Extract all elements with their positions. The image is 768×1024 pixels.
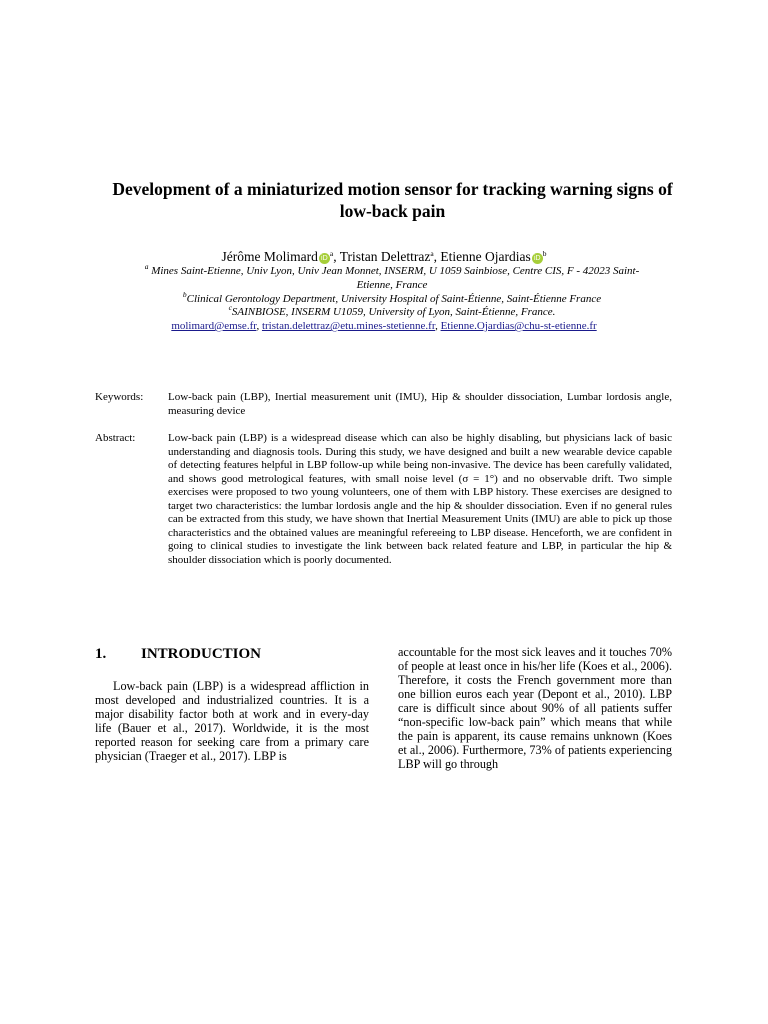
- email-separator: ,: [256, 320, 262, 332]
- section-number: 1.: [95, 646, 107, 662]
- keywords-label: Keywords:: [95, 391, 144, 403]
- author-affiliation-mark: a: [430, 249, 434, 258]
- paper-title: Development of a miniaturized motion sensor for tracking warning signs of low-back pain: [112, 179, 673, 221]
- abstract-label: Abstract:: [95, 432, 136, 444]
- author-line: [0, 248, 768, 265]
- affiliation-mark: b: [182, 290, 187, 299]
- email-line: [0, 320, 768, 334]
- author-name: Etienne Ojardias: [440, 249, 531, 264]
- orcid-icon[interactable]: iD: [532, 253, 543, 264]
- author-name: Jérôme Molimard: [221, 249, 318, 264]
- affiliation-b: [128, 290, 656, 307]
- affiliation-c: [128, 303, 656, 320]
- abstract-text: Low-back pain (LBP) is a widespread disease which can also be highly disabling, but physicians lack of basic understanding and diagnosis tools. During this study, we have designed and built a new wearable device capable of detecting features helpful in LBP follow-up while being non-invasive. The device has been carefully validated, and shows good metrological features, with small noise level (σ = 1°) and no observable drift. Two simple exercises were proposed to two young volunteers, one of them with LBP history. These exercises are designed to target two characteristics: the lumbar lordosis angle and the hip & shoulder dissociation. Even if no general rules can be extracted from this study, we have shown that Inertial Measurement Units (IMU) are able to pick up those characteristics and the obtained values are meaningful refereeing to LBP disease. Henceforth, we are confident in going to clinical studies to investigate the link between back related feature and LBP, in particular the hip & shoulder dissociation which is poorly documented.: [168, 432, 672, 566]
- section-title: INTRODUCTION: [141, 646, 262, 662]
- affiliation-text: Mines Saint-Etienne, Univ Lyon, Univ Jean Monnet, INSERM, U 1059 Sainbiose, Centre CIS, F - 42023 Saint-Etienne, France: [151, 265, 640, 291]
- author-separator: ,: [433, 249, 441, 264]
- affiliation-text: Clinical Gerontology Department, University Hospital of Saint-Étienne, Saint-Étienne France: [186, 293, 602, 305]
- email-link[interactable]: Etienne.Ojardias@chu-st-etienne.fr: [440, 320, 597, 332]
- body-column-left: Low-back pain (LBP) is a widespread affliction in most developed and industrialized countries. It is a major disability factor both at work and in every-day life (Bauer et al., 2017). Worldwide, it is the most reported reason for seeking care from a primary care physician (Traeger et al., 2017). LBP is: [95, 679, 369, 763]
- author-name: Tristan Delettraz: [339, 249, 431, 264]
- body-column-right: accountable for the most sick leaves and it touches 70% of people at least once in his/her life (Koes et al., 2006). Therefore, it costs the French government more than one billion euros each year (Depont et al., 2010). LBP care is difficult since about 90% of all patients suffer “non-specific low-back pain” which means that while the pain is apparent, its cause remains unknown (Koes et al., 2006). Furthermore, 73% of patients experiencing LBP will go through: [398, 645, 672, 771]
- author-affiliation-mark: a: [329, 249, 334, 258]
- email-separator: ,: [435, 320, 441, 332]
- author-affiliation-mark: b: [542, 249, 547, 258]
- affiliation-a: [128, 262, 656, 292]
- affiliation-mark: a: [144, 262, 149, 271]
- author-separator: ,: [333, 249, 340, 264]
- affiliation-mark: c: [228, 303, 232, 312]
- orcid-icon[interactable]: iD: [319, 253, 330, 264]
- affiliation-text: SAINBIOSE, INSERM U1059, University of Lyon, Saint-Étienne, France.: [231, 306, 556, 318]
- email-link[interactable]: molimard@emse.fr: [171, 320, 257, 332]
- email-link[interactable]: tristan.delettraz@etu.mines-stetienne.fr: [261, 320, 436, 332]
- keywords-text: Low-back pain (LBP), Inertial measurement unit (IMU), Hip & shoulder dissociation, Lumbar lordosis angle, measuring device: [168, 391, 672, 417]
